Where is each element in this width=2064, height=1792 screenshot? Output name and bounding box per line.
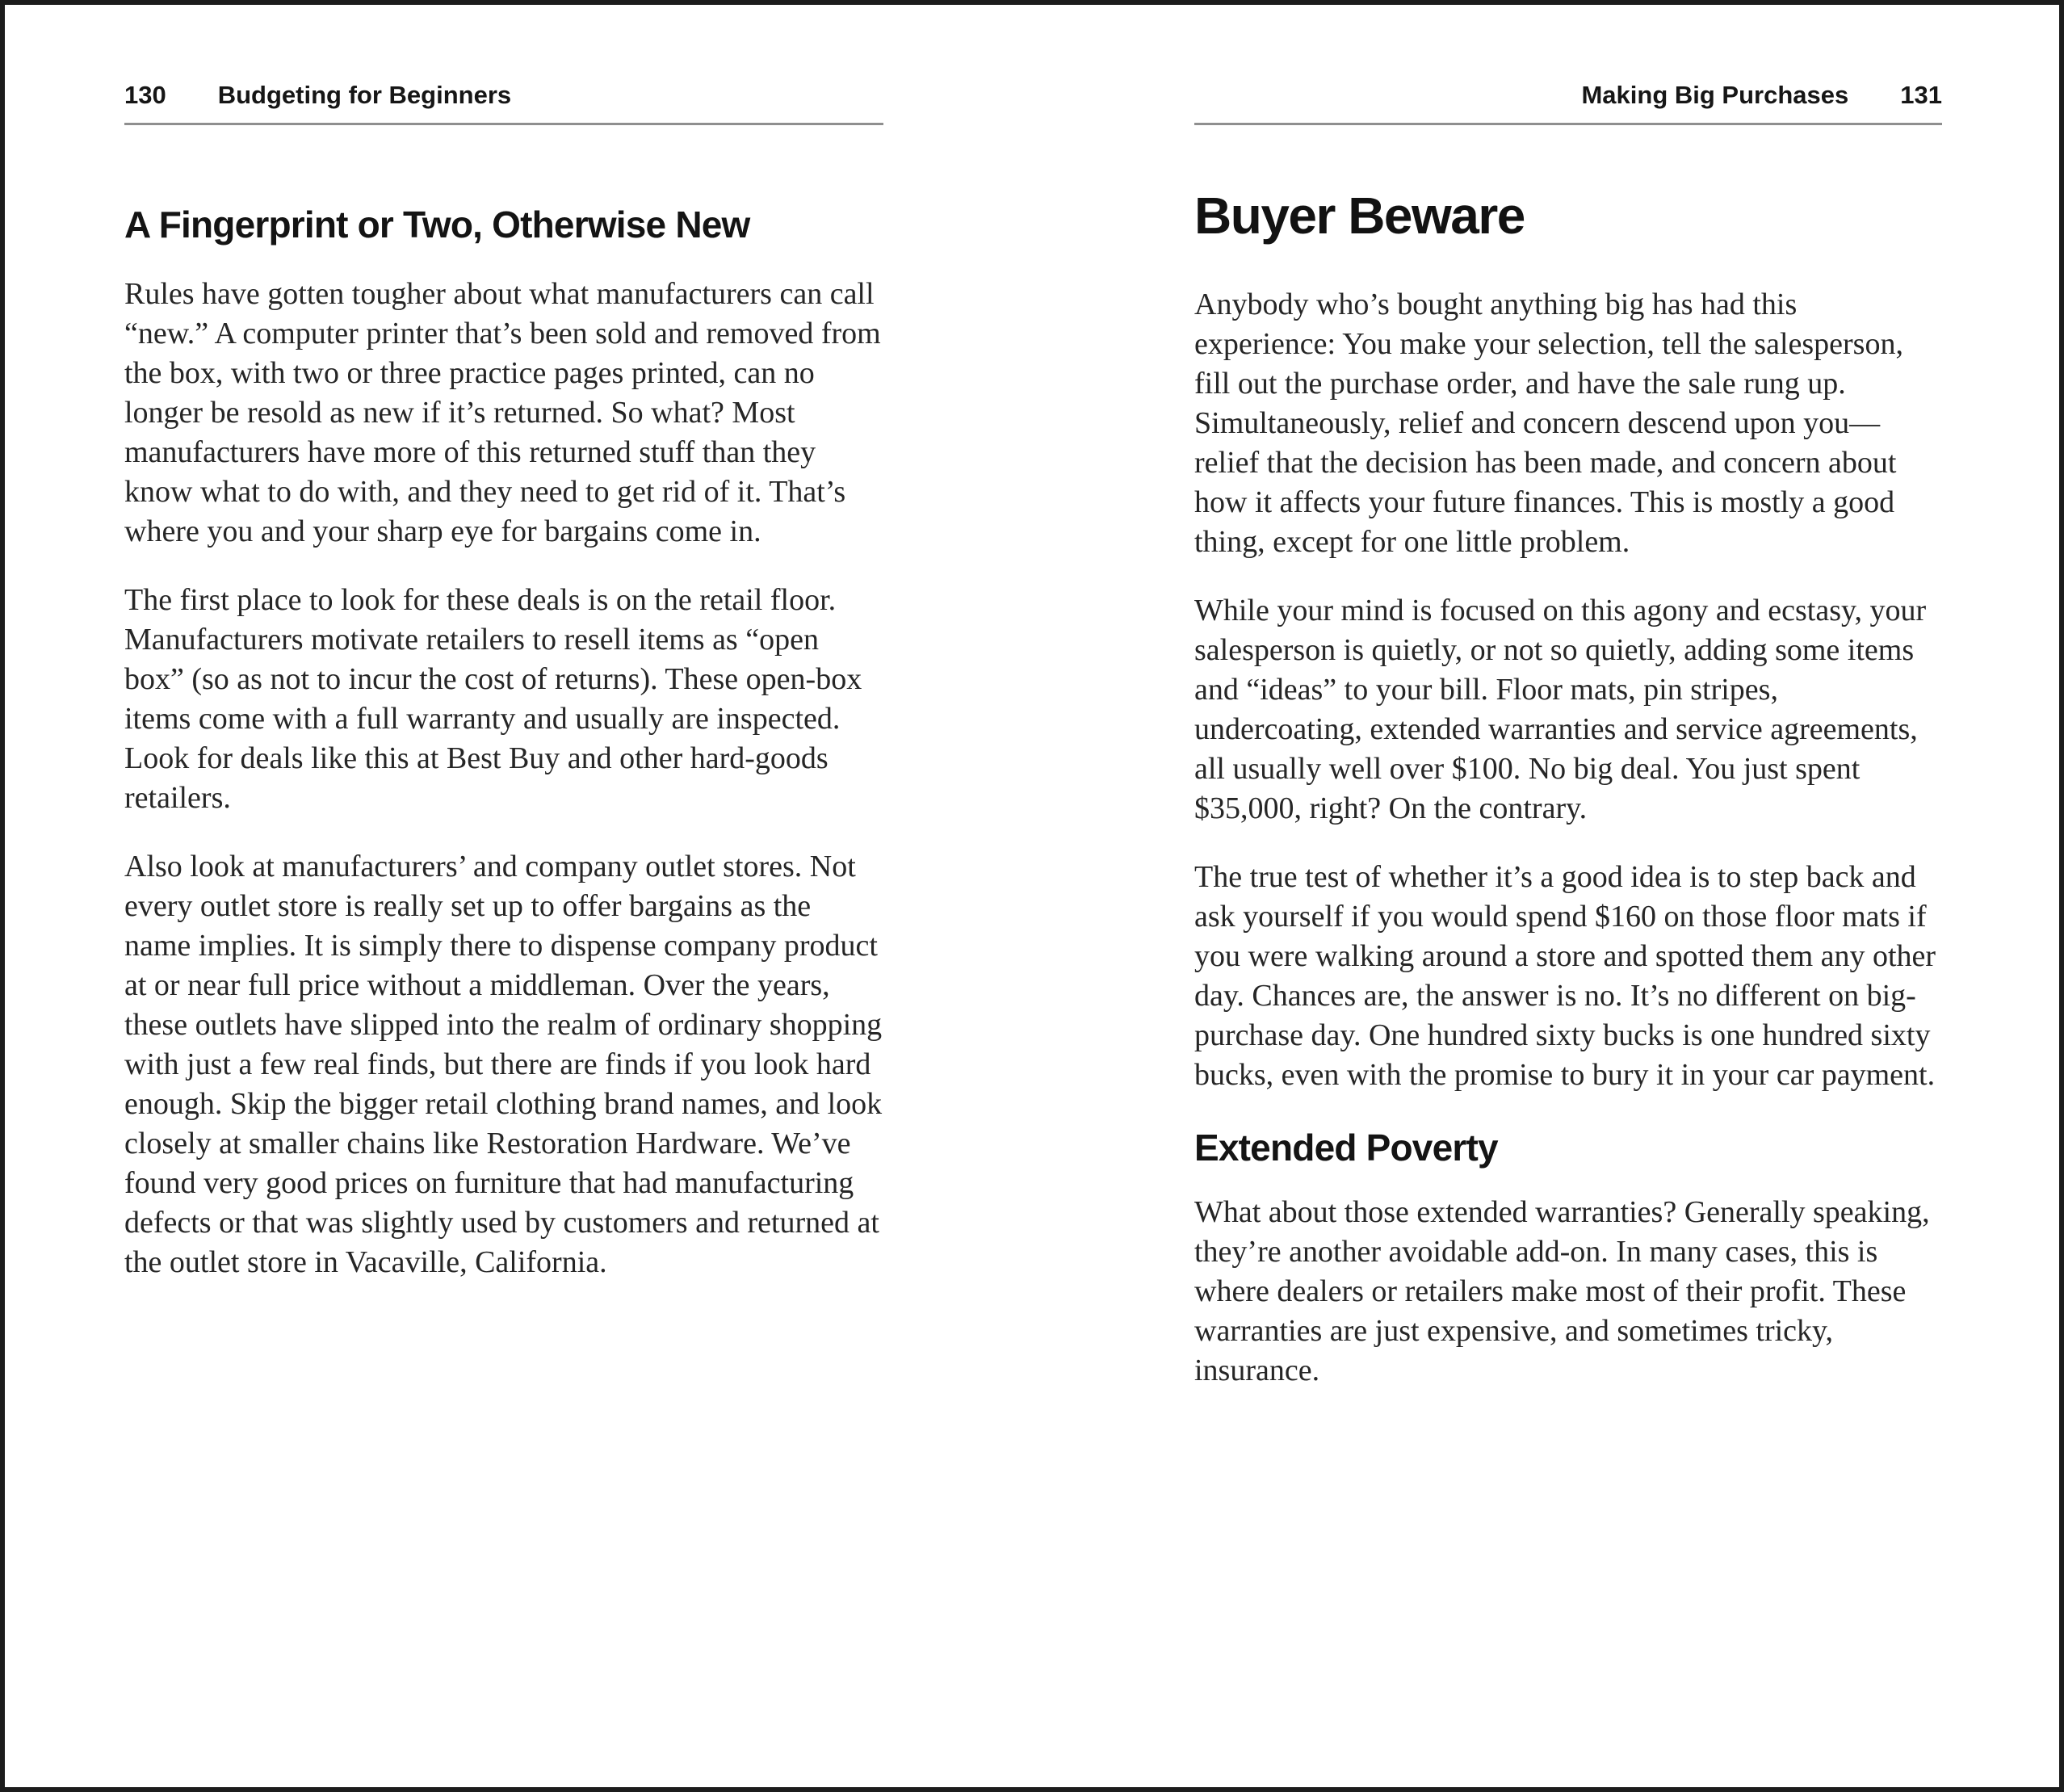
paragraph: Also look at manufacturers’ and company outlet stores. Not every outlet store is really set up to offer bargains as the name implies. It is simply there to dispense company product at or near full price without a middleman. Over the years, these outlets have slipped into the realm of ordinary shopping with just a few real finds, but there are finds if you look hard enough. Skip the bigger retail clothing brand names, and look closely at smaller chains like Restoration Hardware. We’ve found very good prices on furniture that had manufacturing defects or that was slightly used by customers and returned at the outlet store in Vacaville, California. (124, 849, 883, 1279)
right-page (1194, 5, 1942, 1787)
section-heading: A Fingerprint or Two, Otherwise New (124, 204, 750, 246)
page-number-right: 131 (1900, 81, 1942, 109)
chapter-heading: Buyer Beware (1194, 187, 1525, 245)
right-page-content (1194, 189, 1942, 1420)
paragraph: The true test of whether it’s a good idea is to step back and ask yourself if you would spend $160 on those floor mats if you were walking around a store and spotted them any other day. Chances are, the answer is no. It’s no different on big-purchase day. One hundred sixty bucks is one hundred sixty bucks, even with the promise to bury it in your car payment. (1194, 860, 1936, 1093)
paragraph: Anybody who’s bought anything big has had this experience: You make your selection, tell the salesperson, fill out the purchase order, and have the sale rung up. Simultaneously, relief and concern descend upon you—relief that the decision has been made, and concern about how it affects your future finances. This is mostly a good thing, except for one little problem. (1194, 287, 1903, 560)
paragraph: Rules have gotten tougher about what manufacturers can call “new.” A computer printer that’s been sold and removed from the box, with two or three practice pages printed, can no longer be resold as new if it’s returned. So what? Most manufacturers have more of this returned stuff than they know what to do with, and they need to get rid of it. That’s where you and your sharp eye for bargains come in. (124, 276, 881, 548)
running-title-left: Budgeting for Beginners (217, 81, 512, 109)
running-head-right (1194, 81, 1942, 125)
running-title-right: Making Big Purchases (1581, 81, 1849, 109)
page-number-left: 130 (124, 81, 166, 109)
left-page-content (124, 204, 883, 1311)
paragraph: What about those extended warranties? Generally speaking, they’re another avoidable add-on. In many cases, this is where dealers or retailers make most of their profit. These warranties are just expensive, and sometimes tricky, insurance. (1194, 1194, 1930, 1387)
paragraph: The first place to look for these deals is on the retail floor. Manufacturers motivate retailers to resell items as “open box” (so as not to incur the cost of returns). These open-box items come with a full warranty and usually are inspected. Look for deals like this at Best Buy and other hard-goods retailers. (124, 582, 862, 815)
paragraph: While your mind is focused on this agony and ecstasy, your salesperson is quietly, or not so quietly, adding some items and “ideas” to your bill. Floor mats, pin stripes, undercoating, extended warranties and service agreements, all usually well over $100. No big deal. You just spent $35,000, right? On the contrary. (1194, 594, 1927, 826)
running-head-left (124, 81, 883, 125)
left-page (124, 5, 883, 1787)
subsection-heading: Extended Poverty (1194, 1127, 1498, 1169)
